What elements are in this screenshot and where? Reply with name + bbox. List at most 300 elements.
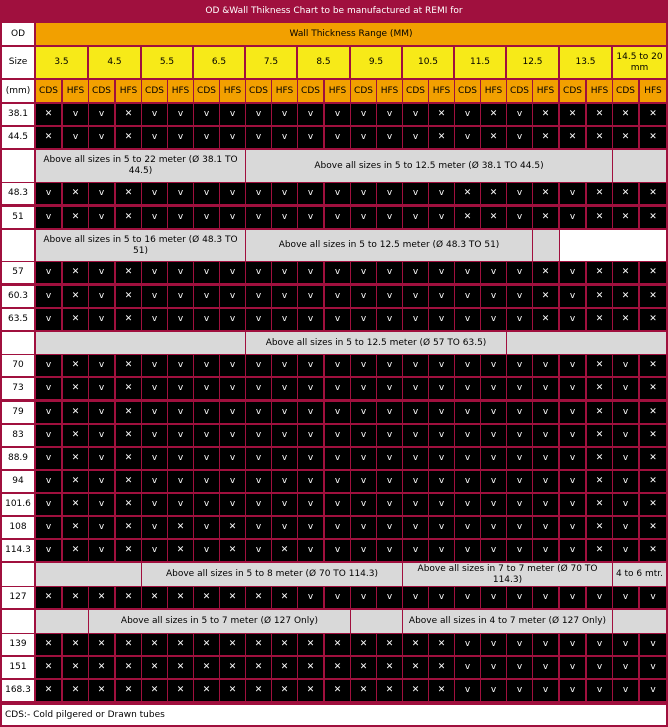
unavailable-mark: ✕ (63, 634, 88, 655)
available-mark: v (560, 425, 585, 446)
available-mark: v (36, 540, 61, 561)
od-value: 127 (2, 587, 34, 608)
unavailable-mark: ✕ (168, 517, 193, 538)
available-mark: v (560, 286, 585, 307)
available-mark: v (142, 104, 167, 125)
available-mark: v (325, 183, 350, 204)
unavailable-mark: ✕ (142, 657, 167, 678)
available-mark: v (89, 378, 114, 399)
unavailable-mark: ✕ (587, 540, 612, 561)
size-label: Size (2, 47, 34, 78)
availability-note (351, 610, 402, 633)
available-mark: v (507, 517, 532, 538)
available-mark: v (325, 286, 350, 307)
available-mark: v (455, 286, 480, 307)
unavailable-mark: ✕ (116, 309, 141, 330)
available-mark: v (89, 540, 114, 561)
available-mark: v (455, 471, 480, 492)
available-mark: v (298, 286, 323, 307)
available-mark: v (533, 402, 558, 423)
unavailable-mark: ✕ (613, 309, 638, 330)
unavailable-mark: ✕ (89, 634, 114, 655)
available-mark: v (325, 355, 350, 376)
unavailable-mark: ✕ (36, 634, 61, 655)
od-value: 63.5 (2, 309, 34, 330)
available-mark: v (481, 517, 506, 538)
available-mark: v (429, 425, 454, 446)
available-mark: v (168, 402, 193, 423)
unavailable-mark: ✕ (587, 355, 612, 376)
unavailable-mark: ✕ (220, 680, 245, 701)
available-mark: v (377, 471, 402, 492)
availability-note (533, 230, 559, 261)
unavailable-mark: ✕ (640, 355, 666, 376)
unavailable-mark: ✕ (272, 657, 297, 678)
available-mark: v (533, 425, 558, 446)
available-mark: v (36, 517, 61, 538)
unavailable-mark: ✕ (640, 309, 666, 330)
available-mark: v (36, 471, 61, 492)
unavailable-mark: ✕ (220, 517, 245, 538)
available-mark: v (142, 127, 167, 148)
available-mark: v (298, 540, 323, 561)
availability-note: Above all sizes in 5 to 7 meter (Ø 127 Only) (89, 610, 350, 633)
available-mark: v (455, 540, 480, 561)
available-mark: v (481, 634, 506, 655)
available-mark: v (507, 471, 532, 492)
available-mark: v (325, 402, 350, 423)
available-mark: v (613, 540, 638, 561)
available-mark: v (272, 309, 297, 330)
unavailable-mark: ✕ (89, 587, 114, 608)
available-mark: v (168, 425, 193, 446)
unavailable-mark: ✕ (587, 127, 612, 148)
od-value: 60.3 (2, 286, 34, 307)
unavailable-mark: ✕ (63, 680, 88, 701)
available-mark: v (63, 104, 88, 125)
available-mark: v (351, 104, 376, 125)
available-mark: v (142, 183, 167, 204)
available-mark: v (351, 471, 376, 492)
hfs-header-cell: HFS (377, 80, 402, 102)
available-mark: v (533, 471, 558, 492)
od-value: 101.6 (2, 494, 34, 515)
available-mark: v (377, 378, 402, 399)
available-mark: v (377, 104, 402, 125)
cds-header-cell: CDS (507, 80, 532, 102)
unavailable-mark: ✕ (272, 680, 297, 701)
od-blank-cell (2, 332, 34, 354)
unavailable-mark: ✕ (403, 634, 428, 655)
available-mark: v (89, 402, 114, 423)
available-mark: v (507, 104, 532, 125)
available-mark: v (194, 309, 219, 330)
unavailable-mark: ✕ (63, 402, 88, 423)
available-mark: v (481, 587, 506, 608)
available-mark: v (168, 471, 193, 492)
available-mark: v (587, 634, 612, 655)
available-mark: v (560, 207, 585, 228)
available-mark: v (325, 127, 350, 148)
unavailable-mark: ✕ (587, 309, 612, 330)
available-mark: v (325, 540, 350, 561)
size-header-cell: 4.5 (89, 47, 140, 78)
available-mark: v (429, 494, 454, 515)
available-mark: v (377, 587, 402, 608)
unavailable-mark: ✕ (587, 378, 612, 399)
available-mark: v (455, 378, 480, 399)
available-mark: v (298, 309, 323, 330)
unavailable-mark: ✕ (587, 286, 612, 307)
available-mark: v (272, 183, 297, 204)
unavailable-mark: ✕ (587, 104, 612, 125)
available-mark: v (560, 587, 585, 608)
available-mark: v (613, 355, 638, 376)
available-mark: v (246, 127, 271, 148)
available-mark: v (403, 286, 428, 307)
unavailable-mark: ✕ (533, 286, 558, 307)
od-value: 94 (2, 471, 34, 492)
unavailable-mark: ✕ (587, 471, 612, 492)
available-mark: v (246, 448, 271, 469)
chart-title: OD &Wall Thikness Chart to be manufactured at REMI for (2, 2, 666, 21)
available-mark: v (533, 378, 558, 399)
available-mark: v (377, 494, 402, 515)
available-mark: v (220, 127, 245, 148)
unavailable-mark: ✕ (194, 680, 219, 701)
available-mark: v (455, 634, 480, 655)
unavailable-mark: ✕ (116, 494, 141, 515)
available-mark: v (142, 402, 167, 423)
available-mark: v (272, 425, 297, 446)
available-mark: v (246, 262, 271, 283)
available-mark: v (429, 355, 454, 376)
available-mark: v (194, 494, 219, 515)
available-mark: v (507, 355, 532, 376)
available-mark: v (533, 587, 558, 608)
available-mark: v (142, 355, 167, 376)
available-mark: v (194, 517, 219, 538)
available-mark: v (560, 471, 585, 492)
cds-header-cell: CDS (246, 80, 271, 102)
od-value: 151 (2, 657, 34, 678)
od-value: 57 (2, 262, 34, 283)
unavailable-mark: ✕ (36, 104, 61, 125)
od-value: 48.3 (2, 183, 34, 204)
available-mark: v (194, 355, 219, 376)
available-mark: v (533, 494, 558, 515)
unavailable-mark: ✕ (63, 425, 88, 446)
available-mark: v (298, 471, 323, 492)
available-mark: v (403, 425, 428, 446)
available-mark: v (640, 657, 666, 678)
available-mark: v (246, 309, 271, 330)
available-mark: v (325, 587, 350, 608)
available-mark: v (481, 286, 506, 307)
unavailable-mark: ✕ (116, 680, 141, 701)
available-mark: v (613, 378, 638, 399)
available-mark: v (481, 657, 506, 678)
unavailable-mark: ✕ (298, 680, 323, 701)
unavailable-mark: ✕ (168, 587, 193, 608)
unavailable-mark: ✕ (533, 262, 558, 283)
available-mark: v (403, 471, 428, 492)
available-mark: v (429, 448, 454, 469)
unavailable-mark: ✕ (89, 657, 114, 678)
unavailable-mark: ✕ (377, 657, 402, 678)
available-mark: v (194, 104, 219, 125)
available-mark: v (194, 127, 219, 148)
unavailable-mark: ✕ (640, 207, 666, 228)
available-mark: v (481, 540, 506, 561)
unavailable-mark: ✕ (246, 657, 271, 678)
available-mark: v (142, 207, 167, 228)
available-mark: v (298, 494, 323, 515)
unavailable-mark: ✕ (142, 634, 167, 655)
unavailable-mark: ✕ (640, 378, 666, 399)
available-mark: v (142, 448, 167, 469)
unavailable-mark: ✕ (194, 657, 219, 678)
available-mark: v (455, 104, 480, 125)
unavailable-mark: ✕ (325, 657, 350, 678)
available-mark: v (220, 309, 245, 330)
available-mark: v (429, 262, 454, 283)
unavailable-mark: ✕ (587, 425, 612, 446)
unavailable-mark: ✕ (168, 680, 193, 701)
unavailable-mark: ✕ (116, 657, 141, 678)
unavailable-mark: ✕ (351, 680, 376, 701)
available-mark: v (325, 262, 350, 283)
available-mark: v (560, 183, 585, 204)
od-value: 73 (2, 378, 34, 399)
available-mark: v (403, 494, 428, 515)
unavailable-mark: ✕ (481, 207, 506, 228)
hfs-header-cell: HFS (168, 80, 193, 102)
available-mark: v (560, 517, 585, 538)
available-mark: v (246, 517, 271, 538)
available-mark: v (351, 425, 376, 446)
unavailable-mark: ✕ (640, 494, 666, 515)
available-mark: v (560, 634, 585, 655)
available-mark: v (455, 127, 480, 148)
available-mark: v (507, 378, 532, 399)
availability-note (36, 610, 88, 633)
available-mark: v (351, 540, 376, 561)
unavailable-mark: ✕ (298, 634, 323, 655)
available-mark: v (640, 587, 666, 608)
available-mark: v (429, 286, 454, 307)
unavailable-mark: ✕ (455, 207, 480, 228)
size-header-cell: 3.5 (36, 47, 87, 78)
cds-header-cell: CDS (298, 80, 323, 102)
hfs-header-cell: HFS (63, 80, 88, 102)
hfs-header-cell: HFS (325, 80, 350, 102)
od-blank-cell (2, 230, 34, 261)
available-mark: v (298, 262, 323, 283)
available-mark: v (507, 183, 532, 204)
available-mark: v (587, 587, 612, 608)
available-mark: v (89, 127, 114, 148)
available-mark: v (403, 207, 428, 228)
available-mark: v (246, 207, 271, 228)
availability-note: Above all sizes in 7 to 7 meter (Ø 70 TO 114.3) (403, 563, 612, 586)
available-mark: v (89, 104, 114, 125)
unavailable-mark: ✕ (63, 262, 88, 283)
unavailable-mark: ✕ (116, 517, 141, 538)
available-mark: v (533, 680, 558, 701)
unavailable-mark: ✕ (640, 471, 666, 492)
available-mark: v (220, 183, 245, 204)
unavailable-mark: ✕ (613, 127, 638, 148)
size-header-cell: 14.5 to 20 mm (613, 47, 666, 78)
available-mark: v (377, 425, 402, 446)
available-mark: v (89, 471, 114, 492)
available-mark: v (325, 425, 350, 446)
available-mark: v (298, 207, 323, 228)
unavailable-mark: ✕ (640, 183, 666, 204)
available-mark: v (613, 634, 638, 655)
unavailable-mark: ✕ (116, 402, 141, 423)
available-mark: v (220, 494, 245, 515)
available-mark: v (298, 355, 323, 376)
available-mark: v (613, 471, 638, 492)
available-mark: v (168, 309, 193, 330)
hfs-header-cell: HFS (533, 80, 558, 102)
hfs-header-cell: HFS (272, 80, 297, 102)
unavailable-mark: ✕ (116, 355, 141, 376)
available-mark: v (325, 309, 350, 330)
available-mark: v (194, 448, 219, 469)
available-mark: v (455, 657, 480, 678)
available-mark: v (403, 262, 428, 283)
unavailable-mark: ✕ (613, 104, 638, 125)
available-mark: v (613, 657, 638, 678)
od-blank-cell (2, 610, 34, 633)
available-mark: v (168, 262, 193, 283)
availability-note: Above all sizes in 5 to 12.5 meter (Ø 57 TO 63.5) (246, 332, 506, 354)
available-mark: v (377, 355, 402, 376)
available-mark: v (560, 309, 585, 330)
available-mark: v (220, 402, 245, 423)
unavailable-mark: ✕ (481, 183, 506, 204)
available-mark: v (246, 104, 271, 125)
available-mark: v (194, 262, 219, 283)
unavailable-mark: ✕ (587, 448, 612, 469)
available-mark: v (613, 494, 638, 515)
available-mark: v (455, 494, 480, 515)
unavailable-mark: ✕ (429, 680, 454, 701)
unavailable-mark: ✕ (272, 634, 297, 655)
available-mark: v (455, 680, 480, 701)
unavailable-mark: ✕ (142, 587, 167, 608)
unavailable-mark: ✕ (377, 680, 402, 701)
available-mark: v (194, 183, 219, 204)
available-mark: v (272, 262, 297, 283)
unavailable-mark: ✕ (63, 657, 88, 678)
available-mark: v (220, 355, 245, 376)
available-mark: v (640, 680, 666, 701)
available-mark: v (194, 425, 219, 446)
unavailable-mark: ✕ (63, 494, 88, 515)
unavailable-mark: ✕ (116, 587, 141, 608)
mm-label: (mm) (2, 80, 34, 102)
unavailable-mark: ✕ (587, 494, 612, 515)
unavailable-mark: ✕ (194, 634, 219, 655)
available-mark: v (507, 657, 532, 678)
unavailable-mark: ✕ (325, 680, 350, 701)
unavailable-mark: ✕ (481, 127, 506, 148)
available-mark: v (89, 517, 114, 538)
available-mark: v (36, 183, 61, 204)
available-mark: v (351, 286, 376, 307)
available-mark: v (613, 448, 638, 469)
available-mark: v (613, 402, 638, 423)
available-mark: v (220, 471, 245, 492)
available-mark: v (325, 517, 350, 538)
unavailable-mark: ✕ (168, 657, 193, 678)
unavailable-mark: ✕ (63, 540, 88, 561)
available-mark: v (403, 378, 428, 399)
availability-note (560, 230, 666, 261)
available-mark: v (272, 355, 297, 376)
cds-header-cell: CDS (351, 80, 376, 102)
od-value: 38.1 (2, 104, 34, 125)
size-header-cell: 5.5 (142, 47, 192, 78)
unavailable-mark: ✕ (613, 262, 638, 283)
available-mark: v (168, 494, 193, 515)
available-mark: v (403, 540, 428, 561)
available-mark: v (351, 207, 376, 228)
available-mark: v (429, 471, 454, 492)
unavailable-mark: ✕ (587, 262, 612, 283)
unavailable-mark: ✕ (116, 286, 141, 307)
unavailable-mark: ✕ (142, 680, 167, 701)
unavailable-mark: ✕ (587, 183, 612, 204)
unavailable-mark: ✕ (116, 207, 141, 228)
unavailable-mark: ✕ (63, 448, 88, 469)
available-mark: v (246, 378, 271, 399)
available-mark: v (36, 402, 61, 423)
available-mark: v (246, 471, 271, 492)
available-mark: v (507, 207, 532, 228)
unavailable-mark: ✕ (116, 104, 141, 125)
available-mark: v (429, 183, 454, 204)
available-mark: v (351, 183, 376, 204)
availability-note (36, 563, 141, 586)
available-mark: v (220, 104, 245, 125)
available-mark: v (481, 471, 506, 492)
size-header-cell: 12.5 (507, 47, 558, 78)
cds-header-cell: CDS (142, 80, 167, 102)
available-mark: v (89, 309, 114, 330)
available-mark: v (246, 494, 271, 515)
available-mark: v (377, 183, 402, 204)
unavailable-mark: ✕ (220, 587, 245, 608)
unavailable-mark: ✕ (63, 378, 88, 399)
available-mark: v (560, 448, 585, 469)
unavailable-mark: ✕ (36, 657, 61, 678)
available-mark: v (325, 378, 350, 399)
available-mark: v (377, 207, 402, 228)
available-mark: v (455, 517, 480, 538)
available-mark: v (455, 262, 480, 283)
unavailable-mark: ✕ (63, 309, 88, 330)
available-mark: v (89, 207, 114, 228)
available-mark: v (194, 471, 219, 492)
available-mark: v (89, 448, 114, 469)
od-blank-cell (2, 150, 34, 182)
available-mark: v (142, 378, 167, 399)
